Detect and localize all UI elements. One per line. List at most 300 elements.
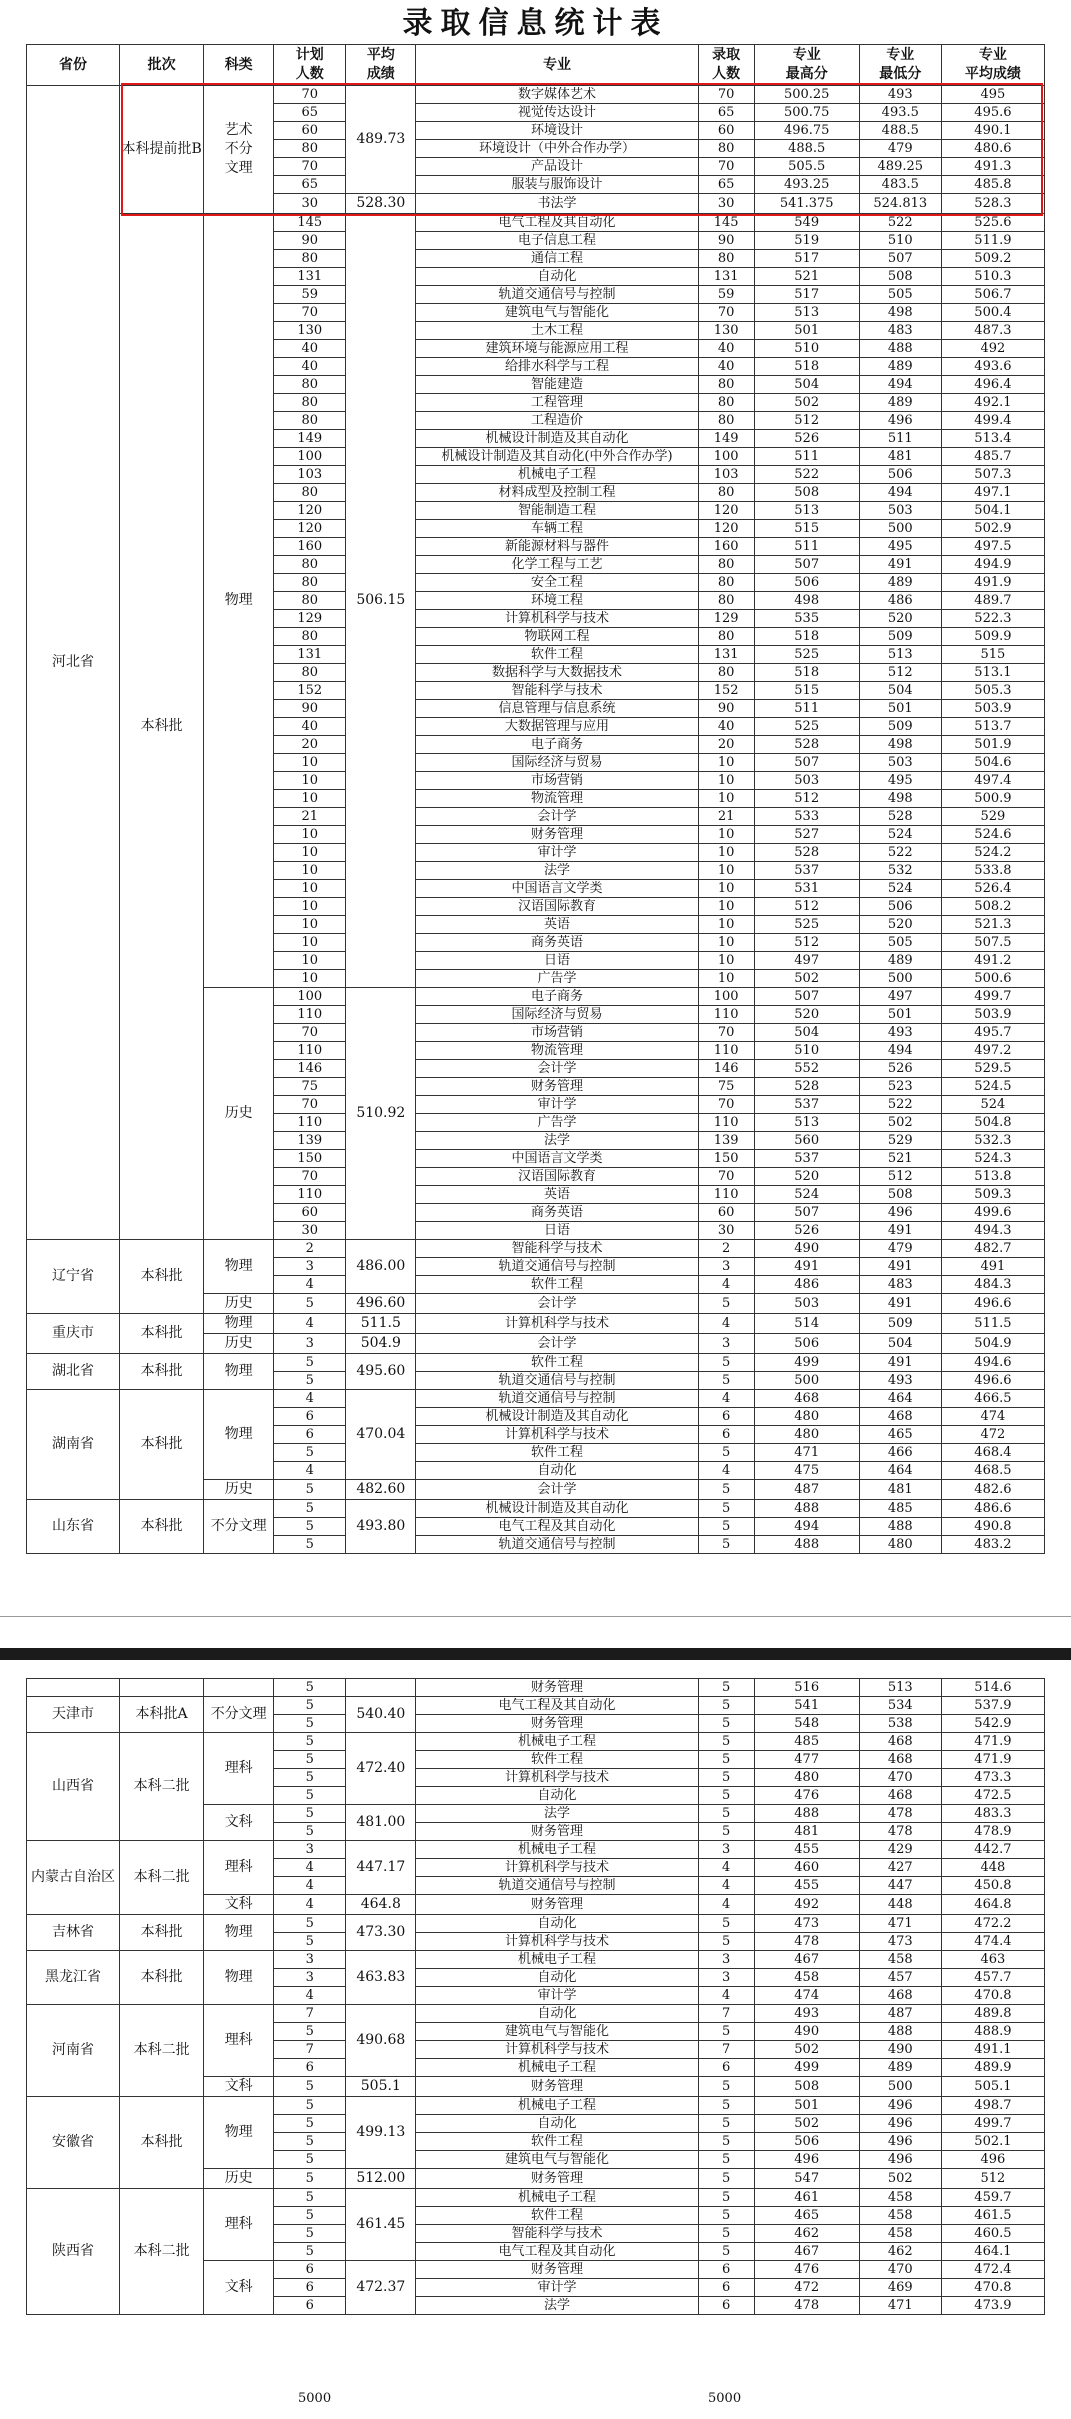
major-average-cell: 460.5	[941, 2225, 1044, 2243]
plan-count-cell: 6	[274, 2297, 346, 2315]
max-score-cell: 502	[754, 970, 859, 988]
max-score-cell: 498	[754, 592, 859, 610]
major-average-cell: 504.1	[941, 502, 1044, 520]
major-cell: 车辆工程	[416, 520, 698, 538]
max-score-cell: 513	[754, 1114, 859, 1132]
admitted-count-cell: 139	[698, 1132, 754, 1150]
plan-count-cell: 7	[274, 2041, 346, 2059]
admitted-count-cell: 80	[698, 250, 754, 268]
major-average-cell: 473.3	[941, 1769, 1044, 1787]
max-score-cell: 520	[754, 1006, 859, 1024]
min-score-cell: 504	[859, 682, 941, 700]
table-header-row	[27, 45, 1045, 86]
max-score-cell: 506	[754, 574, 859, 592]
admitted-count-cell: 5	[698, 1500, 754, 1518]
plan-count-cell: 5	[274, 1751, 346, 1769]
major-cell: 软件工程	[416, 1751, 698, 1769]
average-score-cell: 496.60	[346, 1294, 416, 1314]
admitted-count-cell: 120	[698, 502, 754, 520]
major-average-cell: 514.6	[941, 1679, 1044, 1697]
min-score-cell: 485	[859, 1500, 941, 1518]
major-average-cell: 472.4	[941, 2261, 1044, 2279]
max-score-cell: 502	[754, 394, 859, 412]
admitted-count-cell: 5	[698, 1715, 754, 1733]
major-cell: 中国语言文学类	[416, 880, 698, 898]
admitted-count-cell: 5	[698, 1823, 754, 1841]
min-score-cell: 520	[859, 916, 941, 934]
min-score-cell: 529	[859, 1132, 941, 1150]
admitted-count-cell: 10	[698, 970, 754, 988]
min-score-cell: 505	[859, 934, 941, 952]
major-average-cell: 491.2	[941, 952, 1044, 970]
plan-count-cell: 5	[274, 1444, 346, 1462]
plan-count-cell: 131	[274, 268, 346, 286]
major-average-cell: 468.5	[941, 1462, 1044, 1480]
batch-cell: 本科二批	[120, 2189, 204, 2315]
max-score-cell: 488	[754, 1805, 859, 1823]
plan-count-cell: 10	[274, 826, 346, 844]
major-average-cell: 450.8	[941, 1877, 1044, 1895]
major-cell: 物流管理	[416, 790, 698, 808]
major-cell: 计算机科学与技术	[416, 1426, 698, 1444]
min-score-cell: 534	[859, 1697, 941, 1715]
min-score-cell: 479	[859, 1240, 941, 1258]
major-average-cell: 511.9	[941, 232, 1044, 250]
major-average-cell: 513.1	[941, 664, 1044, 682]
major-cell: 财务管理	[416, 826, 698, 844]
batch-cell	[120, 1679, 204, 1697]
batch-cell: 本科批	[120, 1951, 204, 2005]
major-average-cell: 485.8	[941, 176, 1044, 194]
plan-count-cell: 5	[274, 2097, 346, 2115]
plan-count-cell: 110	[274, 1114, 346, 1132]
major-average-cell: 482.6	[941, 1480, 1044, 1500]
min-score-cell: 486	[859, 592, 941, 610]
major-average-cell: 495.6	[941, 104, 1044, 122]
max-score-cell: 467	[754, 1951, 859, 1969]
plan-count-cell: 70	[274, 158, 346, 176]
admitted-count-cell: 150	[698, 1150, 754, 1168]
column-header: 计划 人数	[274, 45, 346, 86]
max-score-cell: 528	[754, 736, 859, 754]
page-break-bar	[0, 1648, 1071, 1660]
category-cell: 物理	[204, 1915, 274, 1951]
admitted-count-cell: 5	[698, 1444, 754, 1462]
major-average-cell: 504.6	[941, 754, 1044, 772]
column-header: 批次	[120, 45, 204, 86]
min-score-cell: 495	[859, 772, 941, 790]
major-average-cell: 524.6	[941, 826, 1044, 844]
max-score-cell: 493.25	[754, 176, 859, 194]
min-score-cell: 510	[859, 232, 941, 250]
admitted-count-cell: 130	[698, 322, 754, 340]
major-cell: 会计学	[416, 1480, 698, 1500]
plan-count-cell: 70	[274, 304, 346, 322]
major-average-cell: 528.3	[941, 194, 1044, 214]
admitted-count-cell: 7	[698, 2005, 754, 2023]
min-score-cell: 457	[859, 1969, 941, 1987]
major-cell: 机械设计制造及其自动化	[416, 1408, 698, 1426]
max-score-cell: 488	[754, 1536, 859, 1554]
admitted-count-cell: 120	[698, 520, 754, 538]
major-average-cell: 492.1	[941, 394, 1044, 412]
max-score-cell: 516	[754, 1679, 859, 1697]
min-score-cell: 470	[859, 1769, 941, 1787]
major-average-cell: 489.8	[941, 2005, 1044, 2023]
max-score-cell: 512	[754, 898, 859, 916]
major-cell: 市场营销	[416, 1024, 698, 1042]
plan-count-cell: 80	[274, 574, 346, 592]
min-score-cell: 469	[859, 2279, 941, 2297]
plan-count-cell: 5	[274, 1372, 346, 1390]
major-cell: 电子商务	[416, 736, 698, 754]
category-cell: 艺术 不分 文理	[204, 86, 274, 214]
admitted-count-cell: 5	[698, 1933, 754, 1951]
min-score-cell: 494	[859, 1042, 941, 1060]
major-average-cell: 497.1	[941, 484, 1044, 502]
major-cell: 审计学	[416, 1096, 698, 1114]
plan-count-cell: 5	[274, 1823, 346, 1841]
min-score-cell: 489	[859, 2059, 941, 2077]
admitted-count-cell: 6	[698, 2279, 754, 2297]
min-score-cell: 470	[859, 2261, 941, 2279]
plan-count-cell: 100	[274, 448, 346, 466]
plan-count-cell: 5	[274, 2189, 346, 2207]
admission-table-part-1	[26, 44, 1045, 1554]
min-score-cell: 502	[859, 2169, 941, 2189]
page-divider-line	[0, 1616, 1071, 1617]
category-cell: 物理	[204, 1354, 274, 1390]
max-score-cell: 488	[754, 1500, 859, 1518]
major-average-cell: 524	[941, 1096, 1044, 1114]
min-score-cell: 496	[859, 412, 941, 430]
plan-count-cell: 7	[274, 2005, 346, 2023]
plan-count-cell: 120	[274, 502, 346, 520]
major-cell: 智能科学与技术	[416, 2225, 698, 2243]
major-average-cell: 480.6	[941, 140, 1044, 158]
major-average-cell: 509.9	[941, 628, 1044, 646]
min-score-cell: 468	[859, 1733, 941, 1751]
table-row	[27, 2005, 1045, 2023]
admitted-count-cell: 65	[698, 176, 754, 194]
min-score-cell: 493	[859, 86, 941, 104]
major-average-cell: 505.3	[941, 682, 1044, 700]
plan-count-cell: 3	[274, 1951, 346, 1969]
max-score-cell: 510	[754, 1042, 859, 1060]
min-score-cell: 491	[859, 1294, 941, 1314]
table-row	[27, 1500, 1045, 1518]
major-cell: 商务英语	[416, 934, 698, 952]
max-score-cell: 490	[754, 2023, 859, 2041]
admitted-count-cell: 4	[698, 1895, 754, 1915]
plan-count-cell: 145	[274, 214, 346, 232]
max-score-cell: 510	[754, 340, 859, 358]
major-cell: 机械设计制造及其自动化	[416, 430, 698, 448]
major-cell: 电子商务	[416, 988, 698, 1006]
min-score-cell: 497	[859, 988, 941, 1006]
table-row	[27, 1841, 1045, 1859]
max-score-cell: 515	[754, 682, 859, 700]
major-average-cell: 464.1	[941, 2243, 1044, 2261]
plan-count-cell: 149	[274, 430, 346, 448]
plan-count-cell: 110	[274, 1042, 346, 1060]
plan-count-cell: 40	[274, 718, 346, 736]
admitted-count-cell: 10	[698, 952, 754, 970]
min-score-cell: 494	[859, 376, 941, 394]
major-average-cell: 524.3	[941, 1150, 1044, 1168]
major-cell: 软件工程	[416, 2133, 698, 2151]
admitted-count-cell: 70	[698, 158, 754, 176]
admitted-count-cell: 70	[698, 1168, 754, 1186]
major-cell: 工程造价	[416, 412, 698, 430]
major-cell: 电气工程及其自动化	[416, 1697, 698, 1715]
max-score-cell: 475	[754, 1462, 859, 1480]
max-score-cell: 537	[754, 1096, 859, 1114]
major-average-cell: 504.8	[941, 1114, 1044, 1132]
plan-count-cell: 10	[274, 934, 346, 952]
min-score-cell: 491	[859, 1354, 941, 1372]
plan-count-cell: 4	[274, 1895, 346, 1915]
major-average-cell: 490.8	[941, 1518, 1044, 1536]
min-score-cell: 490	[859, 2041, 941, 2059]
major-average-cell: 474	[941, 1408, 1044, 1426]
admitted-count-cell: 5	[698, 1733, 754, 1751]
plan-count-cell: 10	[274, 790, 346, 808]
major-cell: 国际经济与贸易	[416, 1006, 698, 1024]
admitted-count-cell: 65	[698, 104, 754, 122]
max-score-cell: 524	[754, 1186, 859, 1204]
plan-count-cell: 60	[274, 122, 346, 140]
max-score-cell: 521	[754, 268, 859, 286]
major-cell: 机械电子工程	[416, 2097, 698, 2115]
major-average-cell: 521.3	[941, 916, 1044, 934]
max-score-cell: 488.5	[754, 140, 859, 158]
admitted-count-cell: 3	[698, 1969, 754, 1987]
table-row	[27, 214, 1045, 232]
min-score-cell: 458	[859, 1951, 941, 1969]
plan-count-cell: 110	[274, 1186, 346, 1204]
min-score-cell: 496	[859, 2115, 941, 2133]
province-cell	[27, 1679, 120, 1697]
min-score-cell: 447	[859, 1877, 941, 1895]
major-average-cell: 471.9	[941, 1733, 1044, 1751]
admitted-count-cell: 10	[698, 826, 754, 844]
plan-count-cell: 152	[274, 682, 346, 700]
max-score-cell: 502	[754, 2115, 859, 2133]
admitted-count-cell: 5	[698, 2207, 754, 2225]
category-cell: 历史	[204, 2169, 274, 2189]
max-score-cell: 531	[754, 880, 859, 898]
average-score-cell: 486.00	[346, 1240, 416, 1294]
min-score-cell: 524.813	[859, 194, 941, 214]
plan-count-cell: 130	[274, 322, 346, 340]
min-score-cell: 458	[859, 2207, 941, 2225]
admitted-count-cell: 60	[698, 122, 754, 140]
max-score-cell: 535	[754, 610, 859, 628]
major-average-cell: 508.2	[941, 898, 1044, 916]
admitted-count-cell: 10	[698, 790, 754, 808]
max-score-cell: 492	[754, 1895, 859, 1915]
max-score-cell: 460	[754, 1859, 859, 1877]
max-score-cell: 560	[754, 1132, 859, 1150]
plan-count-cell: 80	[274, 592, 346, 610]
major-average-cell: 507.5	[941, 934, 1044, 952]
max-score-cell: 503	[754, 772, 859, 790]
admitted-count-cell: 3	[698, 1258, 754, 1276]
plan-count-cell: 80	[274, 664, 346, 682]
max-score-cell: 486	[754, 1276, 859, 1294]
admitted-count-cell: 5	[698, 2225, 754, 2243]
major-cell: 书法学	[416, 194, 698, 214]
major-cell: 智能制造工程	[416, 502, 698, 520]
max-score-cell: 513	[754, 304, 859, 322]
admitted-count-cell: 59	[698, 286, 754, 304]
admitted-count-cell: 80	[698, 556, 754, 574]
admitted-count-cell: 5	[698, 2151, 754, 2169]
admitted-count-cell: 6	[698, 2261, 754, 2279]
major-cell: 软件工程	[416, 1444, 698, 1462]
category-cell: 物理	[204, 1314, 274, 1334]
plan-count-cell: 5	[274, 2151, 346, 2169]
plan-count-cell: 150	[274, 1150, 346, 1168]
province-cell: 内蒙古自治区	[27, 1841, 120, 1915]
min-score-cell: 489	[859, 574, 941, 592]
plan-count-cell: 6	[274, 2261, 346, 2279]
plan-count-cell: 70	[274, 1168, 346, 1186]
major-average-cell: 503.9	[941, 1006, 1044, 1024]
major-cell: 轨道交通信号与控制	[416, 1390, 698, 1408]
max-score-cell: 505.5	[754, 158, 859, 176]
province-cell: 重庆市	[27, 1314, 120, 1354]
max-score-cell: 501	[754, 2097, 859, 2115]
admitted-count-cell: 3	[698, 1841, 754, 1859]
column-header: 专业 最低分	[859, 45, 941, 86]
major-average-cell: 473.9	[941, 2297, 1044, 2315]
average-score-cell: 489.73	[346, 86, 416, 194]
max-score-cell: 500.75	[754, 104, 859, 122]
major-cell: 市场营销	[416, 772, 698, 790]
category-cell: 物理	[204, 1240, 274, 1294]
admitted-count-cell: 5	[698, 2169, 754, 2189]
admitted-count-cell: 145	[698, 214, 754, 232]
min-score-cell: 489	[859, 358, 941, 376]
max-score-cell: 517	[754, 286, 859, 304]
major-cell: 智能建造	[416, 376, 698, 394]
max-score-cell: 476	[754, 2261, 859, 2279]
major-average-cell: 511.5	[941, 1314, 1044, 1334]
average-score-cell: 470.04	[346, 1390, 416, 1480]
major-cell: 商务英语	[416, 1204, 698, 1222]
admitted-count-cell: 30	[698, 1222, 754, 1240]
min-score-cell: 505	[859, 286, 941, 304]
admitted-count-cell: 40	[698, 340, 754, 358]
major-average-cell: 522.3	[941, 610, 1044, 628]
max-score-cell: 496.75	[754, 122, 859, 140]
plan-count-cell: 90	[274, 232, 346, 250]
average-score-cell: 473.30	[346, 1915, 416, 1951]
plan-count-cell: 131	[274, 646, 346, 664]
major-cell: 会计学	[416, 808, 698, 826]
admitted-count-cell: 110	[698, 1114, 754, 1132]
plan-count-cell: 80	[274, 556, 346, 574]
plan-count-cell: 5	[274, 1769, 346, 1787]
max-score-cell: 491	[754, 1258, 859, 1276]
major-average-cell: 500.9	[941, 790, 1044, 808]
min-score-cell: 491	[859, 1258, 941, 1276]
min-score-cell: 458	[859, 2189, 941, 2207]
average-score-cell: 490.68	[346, 2005, 416, 2077]
province-cell: 天津市	[27, 1697, 120, 1733]
min-score-cell: 508	[859, 268, 941, 286]
max-score-cell: 490	[754, 1240, 859, 1258]
min-score-cell: 464	[859, 1462, 941, 1480]
admitted-count-cell: 4	[698, 1877, 754, 1895]
max-score-cell: 537	[754, 862, 859, 880]
province-cell: 安徽省	[27, 2097, 120, 2189]
average-score-cell: 506.15	[346, 214, 416, 988]
plan-count-cell: 5	[274, 1536, 346, 1554]
major-cell: 计算机科学与技术	[416, 2041, 698, 2059]
min-score-cell: 488.5	[859, 122, 941, 140]
major-cell: 物联网工程	[416, 628, 698, 646]
admitted-count-cell: 110	[698, 1006, 754, 1024]
admitted-count-cell: 110	[698, 1186, 754, 1204]
max-score-cell: 512	[754, 412, 859, 430]
max-score-cell: 518	[754, 664, 859, 682]
major-cell: 广告学	[416, 970, 698, 988]
admitted-count-cell: 4	[698, 1859, 754, 1877]
plan-count-cell: 4	[274, 1390, 346, 1408]
major-average-cell: 491.9	[941, 574, 1044, 592]
plan-count-cell: 5	[274, 2133, 346, 2151]
table-row	[27, 1679, 1045, 1697]
min-score-cell: 489	[859, 952, 941, 970]
admitted-count-cell: 80	[698, 394, 754, 412]
admitted-count-cell: 75	[698, 1078, 754, 1096]
admitted-count-cell: 5	[698, 2115, 754, 2133]
min-score-cell: 500	[859, 970, 941, 988]
major-cell: 环境设计	[416, 122, 698, 140]
major-average-cell: 496	[941, 2151, 1044, 2169]
plan-count-cell: 80	[274, 412, 346, 430]
category-cell: 历史	[204, 1480, 274, 1500]
plan-count-cell: 2	[274, 1240, 346, 1258]
admitted-count-cell: 10	[698, 754, 754, 772]
min-score-cell: 524	[859, 880, 941, 898]
major-cell: 计算机科学与技术	[416, 610, 698, 628]
max-score-cell: 507	[754, 556, 859, 574]
average-score-cell: 447.17	[346, 1841, 416, 1895]
major-average-cell: 472.2	[941, 1915, 1044, 1933]
max-score-cell: 477	[754, 1751, 859, 1769]
column-header: 省份	[27, 45, 120, 86]
major-average-cell: 459.7	[941, 2189, 1044, 2207]
min-score-cell: 512	[859, 664, 941, 682]
min-score-cell: 489.25	[859, 158, 941, 176]
major-average-cell: 495	[941, 86, 1044, 104]
total-admitted: 5000	[708, 2391, 742, 2406]
column-header: 专业	[416, 45, 698, 86]
min-score-cell: 503	[859, 754, 941, 772]
min-score-cell: 502	[859, 1114, 941, 1132]
major-average-cell: 542.9	[941, 1715, 1044, 1733]
average-score-cell: 499.13	[346, 2097, 416, 2169]
major-cell: 法学	[416, 862, 698, 880]
average-score-cell: 472.37	[346, 2261, 416, 2315]
max-score-cell: 525	[754, 916, 859, 934]
max-score-cell: 547	[754, 2169, 859, 2189]
major-cell: 英语	[416, 916, 698, 934]
